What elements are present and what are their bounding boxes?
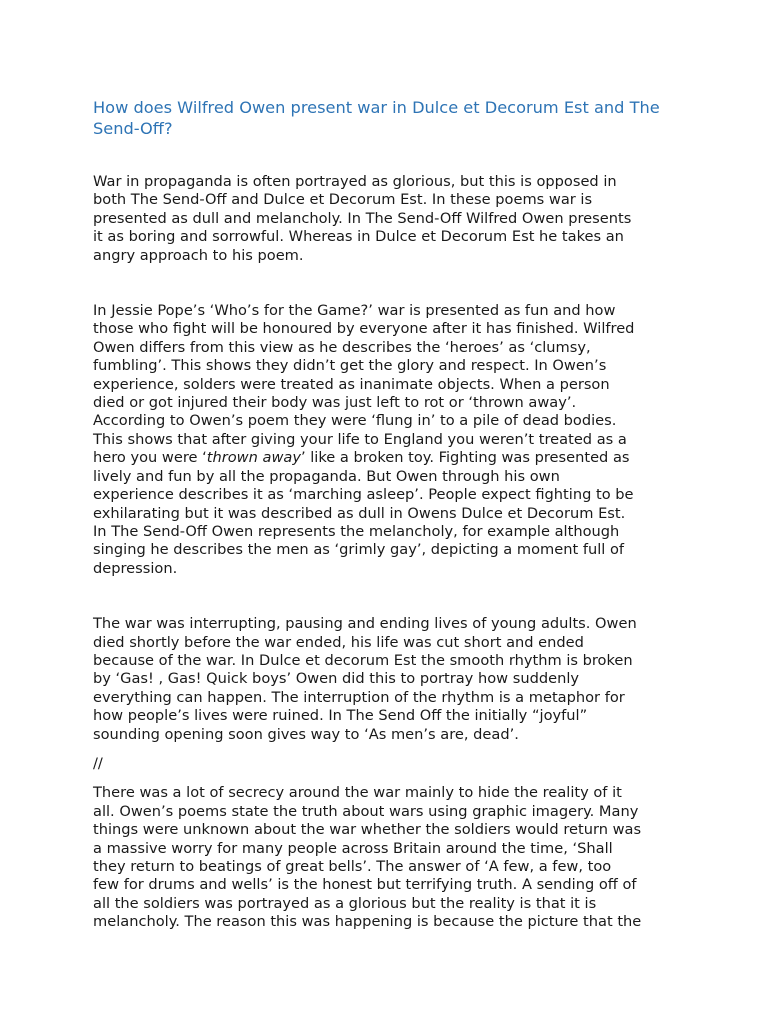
text-line: because of the war. In Dulce et decorum Est the smooth rhythm is broken (93, 651, 633, 669)
document-page (93, 97, 693, 932)
text-line: The war was interrupting, pausing and ending lives of young adults. Owen (93, 615, 637, 633)
paragraph-separator (93, 755, 693, 773)
text-line: it as boring and sorrowful. Whereas in Dulce et Decorum Est he takes an (93, 228, 624, 246)
text-line: lively and fun by all the propaganda. But Owen through his own (93, 467, 560, 485)
text-line: // (93, 754, 103, 772)
text-line: melancholy. The reason this was happening is because the picture that the (93, 913, 642, 931)
text-line: There was a lot of secrecy around the war mainly to hide the reality of it (93, 784, 622, 802)
document-title: How does Wilfred Owen present war in Dulce et Decorum Est and The Send-Off? (93, 98, 660, 138)
text-line-with-italic (93, 449, 693, 467)
italic-phrase: thrown away (206, 449, 301, 467)
text-line: According to Owen’s poem they were ‘flung in’ to a pile of dead bodies. (93, 412, 617, 430)
paragraph-intro (93, 173, 693, 265)
text-line: all the soldiers was portrayed as a glorious but the reality is that it is (93, 894, 597, 912)
text-line: a massive worry for many people across Britain around the time, ‘Shall (93, 839, 613, 857)
text-line: both The Send-Off and Dulce et Decorum Est. In these poems war is (93, 191, 593, 209)
text-run: hero you were ‘ (93, 449, 207, 467)
text-line: In The Send-Off Owen represents the melancholy, for example although (93, 522, 620, 540)
text-line: War in propaganda is often portrayed as glorious, but this is opposed in (93, 173, 617, 190)
text-line: singing he describes the men as ‘grimly gay’, depicting a moment full of (93, 541, 625, 559)
text-line: depression. (93, 559, 178, 577)
paragraph-jessie-pope (93, 302, 693, 578)
paragraph-secrecy (93, 784, 693, 931)
text-line: by ‘Gas! , Gas! Quick boys’ Owen did this to portray how suddenly (93, 670, 580, 688)
text-line: they return to beatings of great bells’. The answer of ‘A few, a few, too (93, 858, 612, 875)
text-line: few for drums and wells’ is the honest but terrifying truth. A sending off of (93, 876, 637, 894)
text-line: experience describes it as ‘marching asleep’. People expect fighting to be (93, 486, 634, 504)
text-line: In Jessie Pope’s ‘Who’s for the Game?’ war is presented as fun and how (93, 302, 616, 320)
text-line: sounding opening soon gives way to ‘As men’s are, dead’. (93, 725, 519, 743)
paragraph-interrupting-lives (93, 615, 693, 744)
text-line: died shortly before the war ended, his life was cut short and ended (93, 633, 584, 651)
text-line: Owen differs from this view as he describes the ‘heroes’ as ‘clumsy, (93, 338, 591, 356)
text-line: This shows that after giving your life to England you weren’t treated as a (93, 430, 627, 448)
text-line: angry approach to his poem. (93, 246, 304, 264)
text-line: died or got injured their body was just left to rot or ‘thrown away’. (93, 394, 577, 412)
text-line: all. Owen’s poems state the truth about wars using graphic imagery. Many (93, 802, 639, 820)
text-line: things were unknown about the war whether the soldiers would return was (93, 821, 642, 839)
text-run: ’ like a broken toy. Fighting was presented as (300, 449, 630, 467)
text-line: everything can happen. The interruption of the rhythm is a metaphor for (93, 688, 625, 706)
text-line: how people’s lives were ruined. In The Send Off the initially “joyful” (93, 707, 588, 725)
text-line: presented as dull and melancholy. In The Send-Off Wilfred Owen presents (93, 209, 632, 227)
text-line: experience, solders were treated as inanimate objects. When a person (93, 375, 610, 393)
text-line: fumbling’. This shows they didn’t get the glory and respect. In Owen’s (93, 357, 607, 375)
text-line: exhilarating but it was described as dull in Owens Dulce et Decorum Est. (93, 504, 626, 522)
text-line: those who fight will be honoured by everyone after it has finished. Wilfred (93, 320, 635, 338)
